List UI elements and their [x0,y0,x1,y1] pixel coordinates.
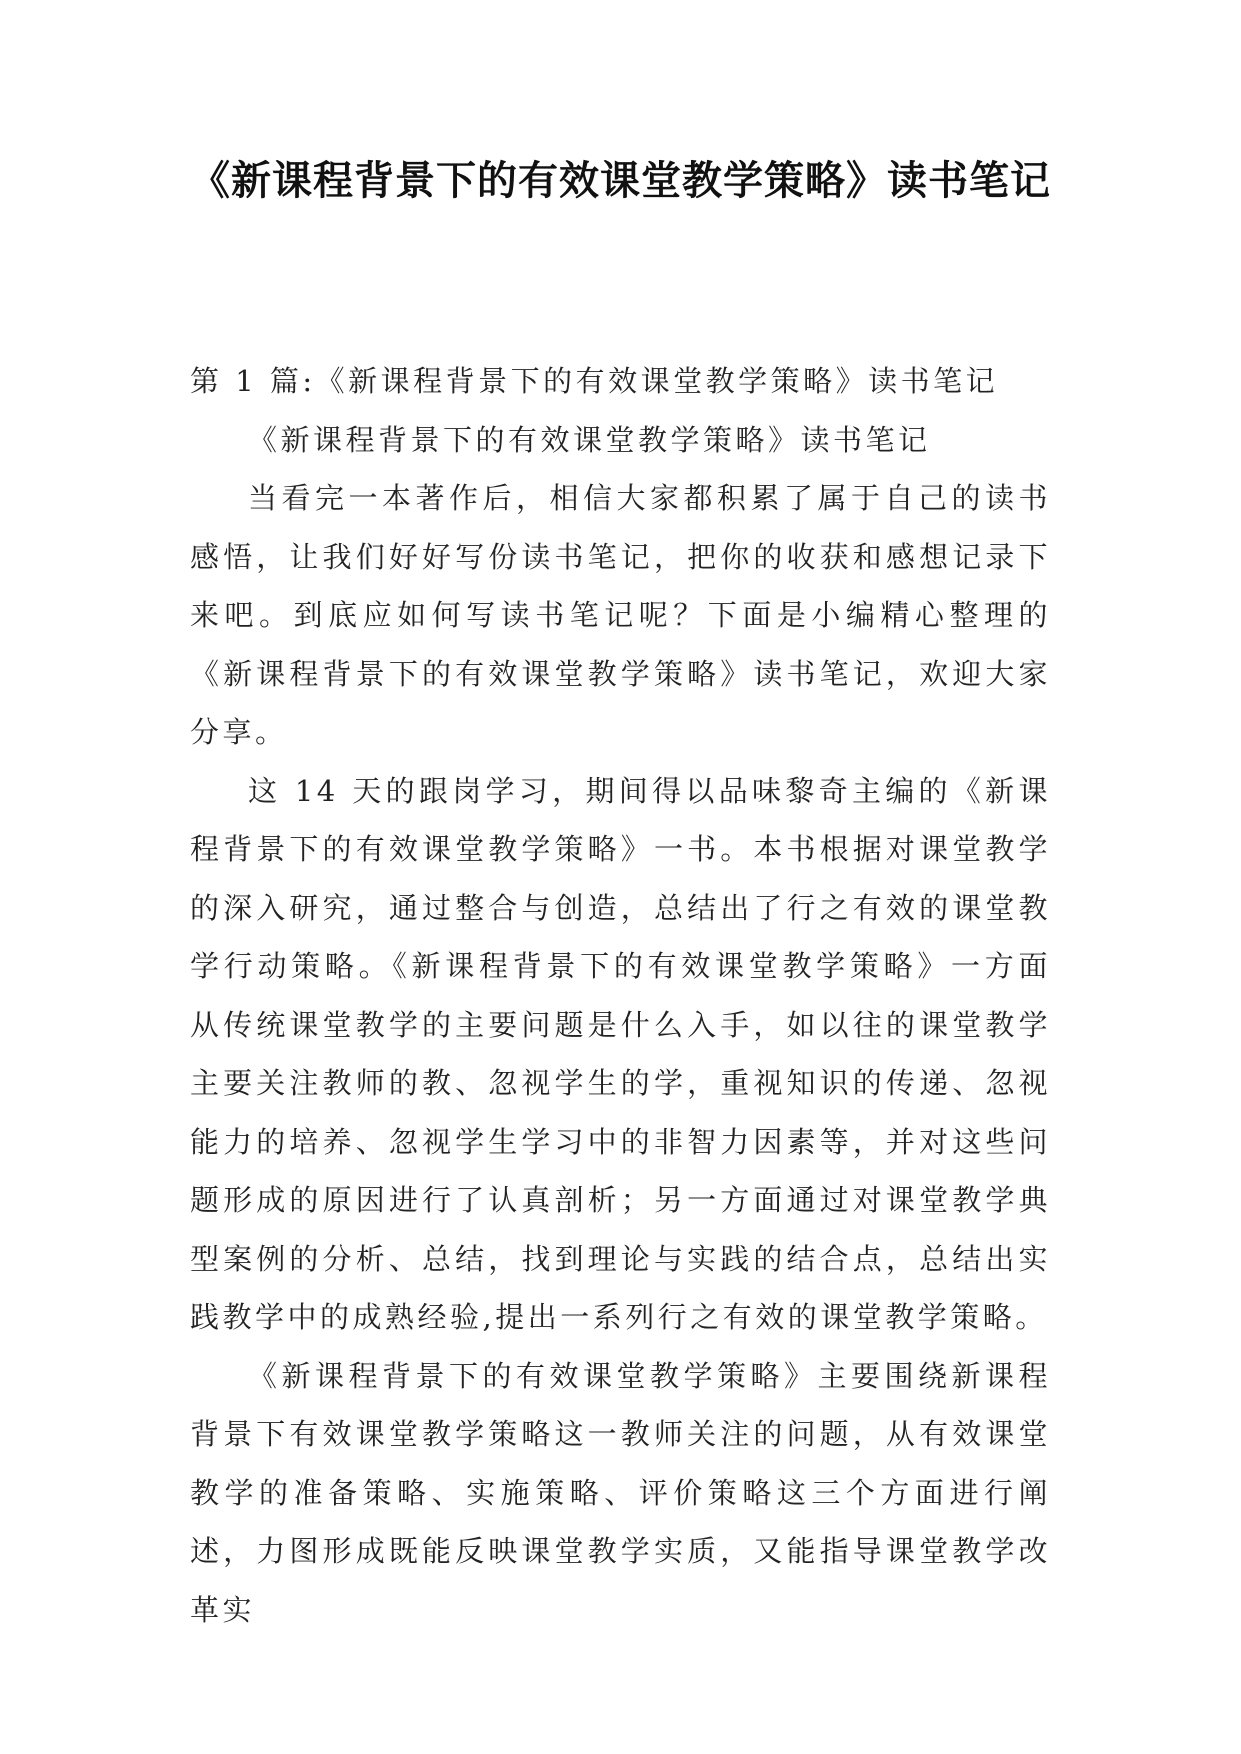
document-title: 《新课程背景下的有效课堂教学策略》读书笔记 [190,158,1051,204]
paragraph-book-content: 《新课程背景下的有效课堂教学策略》主要围绕新课程背景下有效课堂教学策略这一教师关注的问题，从有效课堂教学的准备策略、实施策略、评价策略这三个方面进行阐述，力图形成既能反映课堂教学实质，又能指导课堂教学改革实 [190,1358,1051,1627]
section-heading: 第 1 篇:《新课程背景下的有效课堂教学策略》读书笔记 [190,364,999,398]
subtitle: 《新课程背景下的有效课堂教学策略》读书笔记 [248,422,931,457]
paragraph-reading-summary: 这 14 天的跟岗学习，期间得以品味黎奇主编的《新课程背景下的有效课堂教学策略》一书。本书根据对课堂教学的深入研究，通过整合与创造，总结出了行之有效的课堂教学行动策略。《新课程背景下的有效课堂教学策略》一方面从传统课堂教学的主要问题是什么入手，如以往的课堂教学主要关注教师的教、忽视学生的学，重视知识的传递、忽视能力的培养、忽视学生学习中的非智力因素等，并对这些问题形成的原因进行了认真剖析；另一方面通过对课堂教学典型案例的分析、总结，找到理论与实践的结合点，总结出实践教学中的成熟经验,提出一系列行之有效的课堂教学策略。 [190,773,1051,1334]
paragraph-intro: 当看完一本著作后，相信大家都积累了属于自己的读书感悟，让我们好好写份读书笔记，把你的收获和感想记录下来吧。到底应如何写读书笔记呢？下面是小编精心整理的《新课程背景下的有效课堂教学策略》读书笔记，欢迎大家分享。 [190,481,1051,749]
document-body [190,352,1051,1639]
